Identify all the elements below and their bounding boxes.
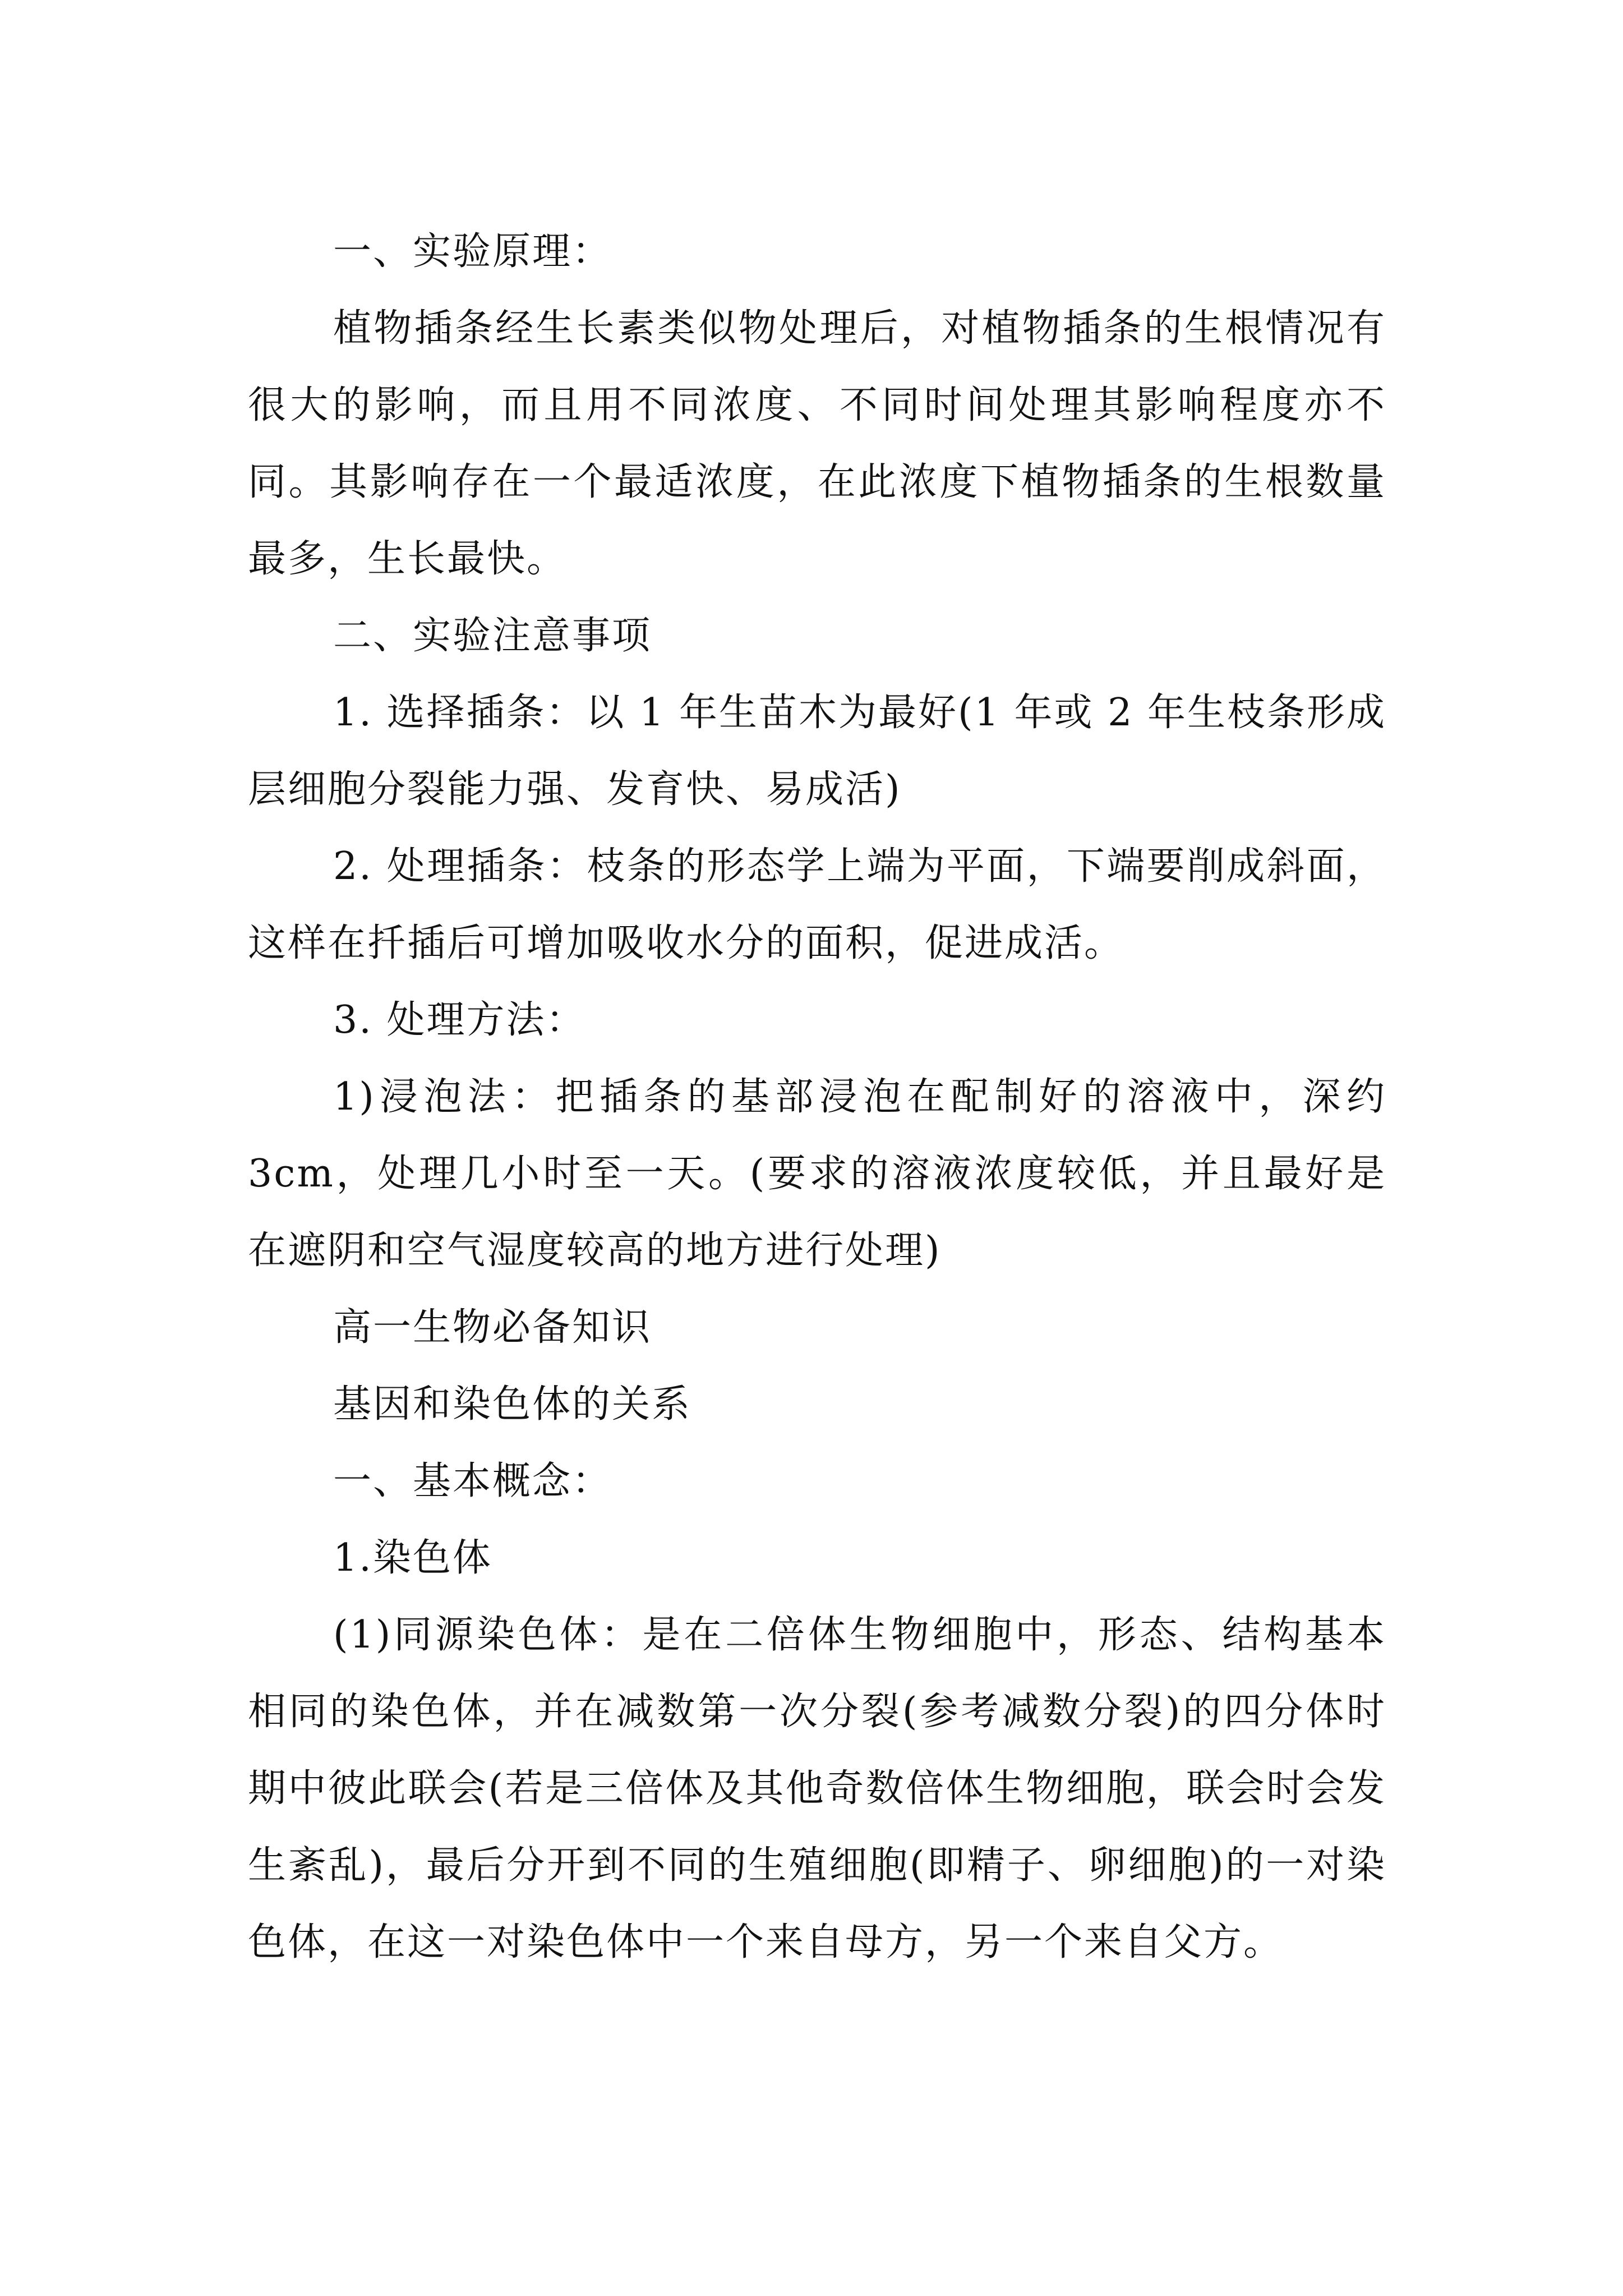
subheading-chromosome: 1.染色体	[333, 1536, 492, 1580]
section-heading-principle: 一、实验原理：	[333, 229, 612, 274]
section-heading-gene-chromosome: 基因和染色体的关系	[333, 1382, 692, 1427]
paragraph-homologous-chromosome: (1)同源染色体：是在二倍体生物细胞中，形态、结构基本相同的染色体，并在减数第一次分裂(参考减数分裂)的四分体时期中彼此联会(若是三倍体及其他奇数倍体生物细胞，联会时会发生紊乱)，最后分开到不同的生殖细胞(即精子、卵细胞)的一对染色体，在这一对染色体中一个来自母方，另一个来自父方。	[248, 1613, 1386, 1964]
paragraph-soaking-method: 1)浸泡法：把插条的基部浸泡在配制好的溶液中，深约3cm，处理几小时至一天。(要求的溶液浓度较低，并且最好是在遮阴和空气湿度较高的地方进行处理)	[248, 1075, 1386, 1273]
paragraph-principle-body: 植物插条经生长素类似物处理后，对植物插条的生根情况有很大的影响，而且用不同浓度、不同时间处理其影响程度亦不同。其影响存在一个最适浓度，在此浓度下植物插条的生根数量最多，生长最快。	[248, 306, 1386, 581]
document-page	[248, 213, 1386, 1981]
section-heading-basic-concepts: 一、基本概念：	[333, 1459, 612, 1503]
paragraph-process-cuttings: 2. 处理插条：枝条的形态学上端为平面，下端要削成斜面，这样在扦插后可增加吸收水分的面积，促进成活。	[248, 844, 1386, 965]
section-heading-notes: 二、实验注意事项	[333, 614, 652, 658]
section-heading-biology-knowledge: 高一生物必备知识	[333, 1305, 652, 1350]
paragraph-select-cuttings: 1. 选择插条：以 1 年生苗木为最好(1 年或 2 年生枝条形成层细胞分裂能力强、发育快、易成活)	[248, 691, 1386, 812]
paragraph-process-method: 3. 处理方法：	[333, 998, 586, 1042]
